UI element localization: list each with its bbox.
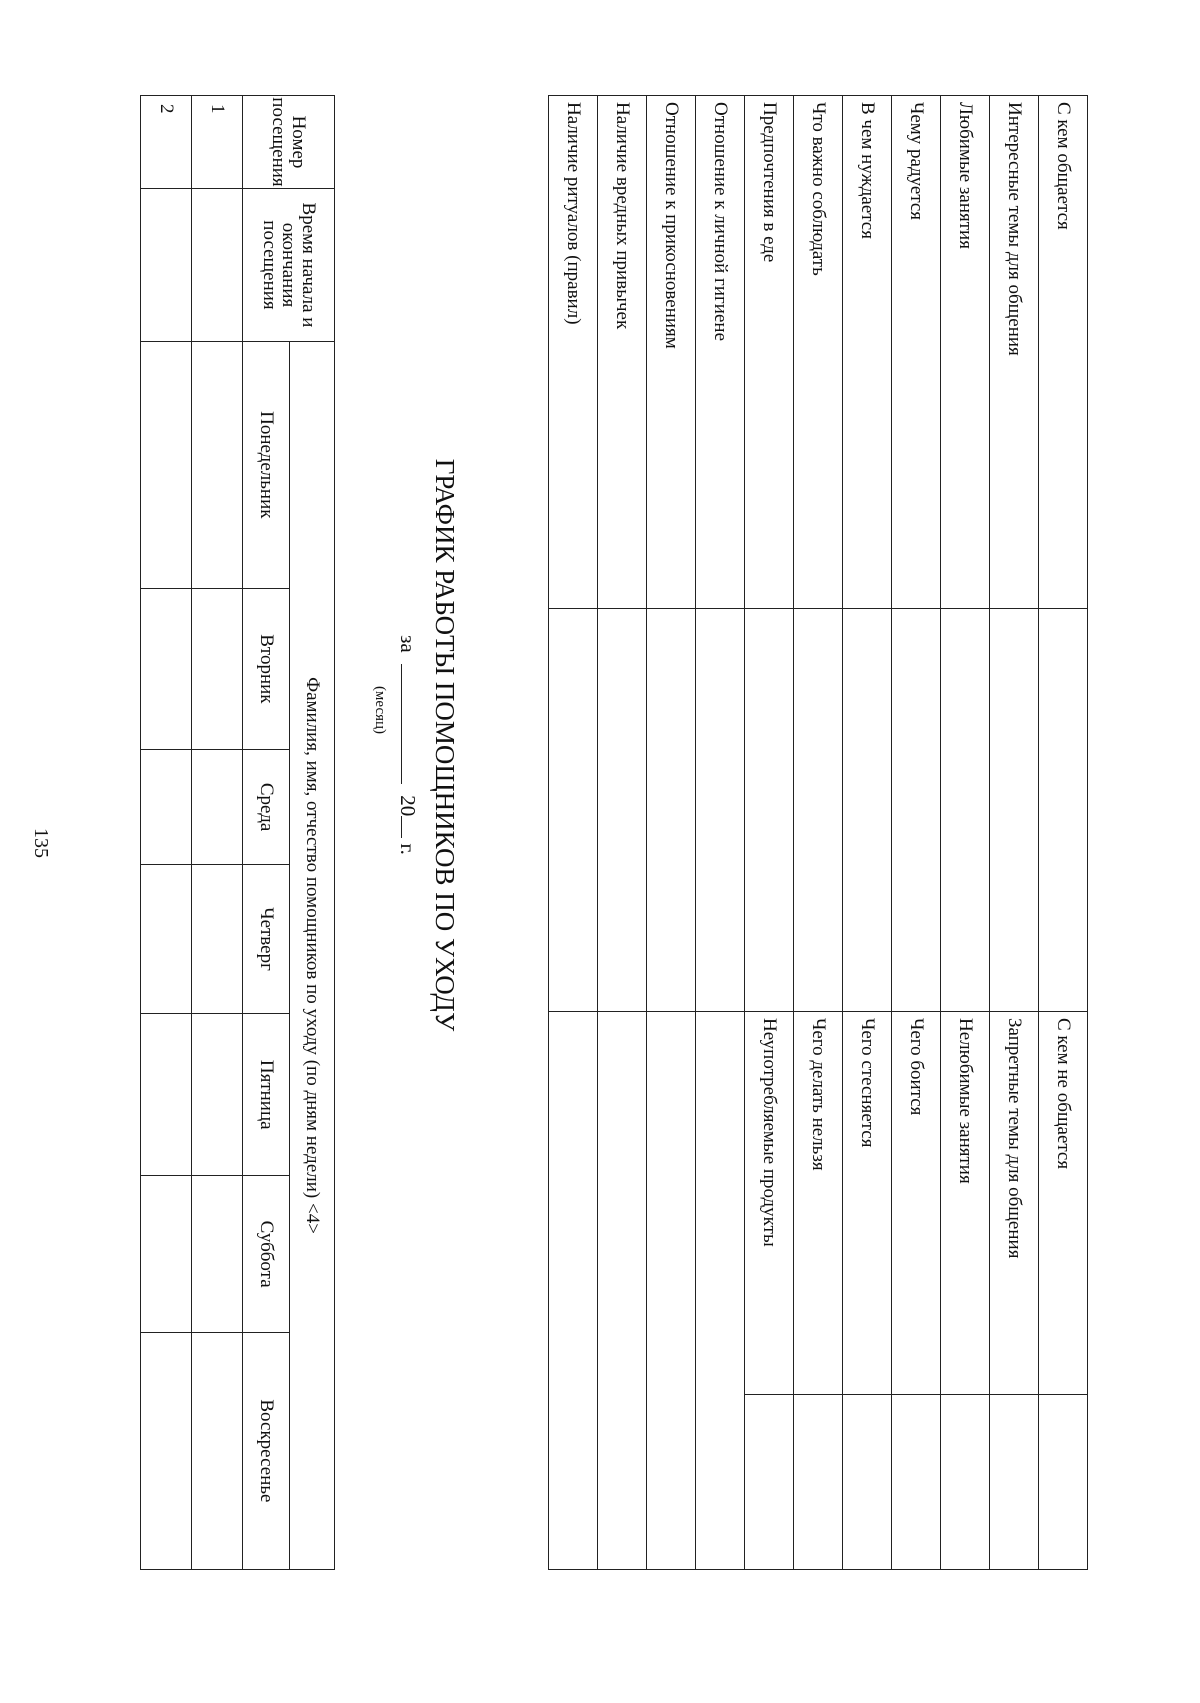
- care-value-left: [647, 609, 696, 1012]
- care-value-right: [843, 1395, 892, 1570]
- care-row: [843, 96, 892, 1570]
- schedule-cell: [141, 189, 192, 342]
- care-row: [892, 96, 941, 1570]
- year-suffix: г.: [396, 843, 420, 855]
- care-label-left: В чем нуждается: [843, 96, 892, 609]
- care-value-left: [843, 609, 892, 1012]
- care-label-left: Предпочтения в еде: [745, 96, 794, 609]
- care-label-left: Интересные темы для общения: [990, 96, 1039, 609]
- care-row: [696, 96, 745, 1570]
- care-value-right: [1039, 1395, 1088, 1570]
- care-label-left: Отношение к прикосновениям: [647, 96, 696, 609]
- care-value-left: [549, 609, 598, 1012]
- schedule-row: [192, 96, 243, 1570]
- care-value-left: [1039, 609, 1088, 1012]
- schedule-cell: [141, 750, 192, 865]
- day-header: Среда: [243, 750, 290, 865]
- day-header: Пятница: [243, 1014, 290, 1176]
- care-value-left: [892, 609, 941, 1012]
- schedule-cell: [141, 1332, 192, 1569]
- care-preferences-table: [548, 95, 1088, 1570]
- care-row: [941, 96, 990, 1570]
- schedule-period-line: [395, 95, 420, 1395]
- care-value-right: [892, 1395, 941, 1570]
- col-number-header: Номер посещения: [243, 96, 335, 189]
- care-label-left: Отношение к личной гигиене: [696, 96, 745, 609]
- schedule-cell: [192, 588, 243, 750]
- care-value-left: [696, 609, 745, 1012]
- care-value-right: [941, 1395, 990, 1570]
- care-value-right: [794, 1395, 843, 1570]
- care-row: [647, 96, 696, 1570]
- for-label: за: [396, 635, 420, 653]
- care-row: [1039, 96, 1088, 1570]
- care-row: [745, 96, 794, 1570]
- care-label-right: Неупотребляемые продукты: [745, 1012, 794, 1395]
- care-label-left: С кем общается: [1039, 96, 1088, 609]
- care-row: [794, 96, 843, 1570]
- care-label-right: С кем не общается: [1039, 1012, 1088, 1395]
- assistants-group-header: Фамилия, имя, отчество помощников по уходу (по дням недели) <4>: [290, 342, 335, 1570]
- care-row: [549, 96, 598, 1570]
- care-empty-right: [696, 1012, 745, 1570]
- care-value-left: [598, 609, 647, 1012]
- care-label-right: Чего боится: [892, 1012, 941, 1395]
- care-value-left: [794, 609, 843, 1012]
- schedule-cell: [192, 865, 243, 1014]
- care-value-left: [990, 609, 1039, 1012]
- care-label-left: Что важно соблюдать: [794, 96, 843, 609]
- schedule-table: [140, 95, 335, 1570]
- care-label-right: Нелюбимые занятия: [941, 1012, 990, 1395]
- rotated-page-content: [130, 95, 1100, 1605]
- care-label-right: Чего делать нельзя: [794, 1012, 843, 1395]
- care-value-right: [990, 1395, 1039, 1570]
- schedule-row: [141, 96, 192, 1570]
- care-empty-right: [549, 1012, 598, 1570]
- schedule-cell: [192, 1332, 243, 1569]
- schedule-cell: [192, 189, 243, 342]
- month-note: (месяц): [372, 685, 388, 735]
- care-row: [990, 96, 1039, 1570]
- schedule-cell: [192, 750, 243, 865]
- care-label-left: Любимые занятия: [941, 96, 990, 609]
- schedule-cell: [141, 1014, 192, 1176]
- care-value-left: [941, 609, 990, 1012]
- care-label-left: Наличие вредных привычек: [598, 96, 647, 609]
- visit-number: 2: [141, 96, 192, 189]
- care-empty-right: [647, 1012, 696, 1570]
- year-blank: [401, 816, 402, 838]
- care-value-right: [745, 1395, 794, 1570]
- year-label: 20: [396, 795, 420, 817]
- visit-number: 1: [192, 96, 243, 189]
- schedule-cell: [141, 865, 192, 1014]
- day-header: Суббота: [243, 1176, 290, 1332]
- schedule-cell: [141, 342, 192, 589]
- schedule-title: ГРАФИК РАБОТЫ ПОМОЩНИКОВ ПО УХОДУ: [430, 458, 460, 1032]
- care-empty-right: [598, 1012, 647, 1570]
- day-header: Понедельник: [243, 342, 290, 589]
- schedule-cell: [192, 342, 243, 589]
- day-header: Четверг: [243, 865, 290, 1014]
- care-value-left: [745, 609, 794, 1012]
- care-label-left: Чему радуется: [892, 96, 941, 609]
- day-header: Вторник: [243, 588, 290, 750]
- schedule-cell: [141, 588, 192, 750]
- month-blank: [401, 664, 402, 784]
- care-label-right: Чего стесняется: [843, 1012, 892, 1395]
- col-time-header: Время начала и окончания посещения: [243, 189, 335, 342]
- day-header: Воскресенье: [243, 1332, 290, 1569]
- care-label-right: Запретные темы для общения: [990, 1012, 1039, 1395]
- schedule-cell: [192, 1176, 243, 1332]
- schedule-cell: [192, 1014, 243, 1176]
- page-number: 135: [30, 828, 52, 858]
- care-label-left: Наличие ритуалов (правил): [549, 96, 598, 609]
- schedule-cell: [141, 1176, 192, 1332]
- care-row: [598, 96, 647, 1570]
